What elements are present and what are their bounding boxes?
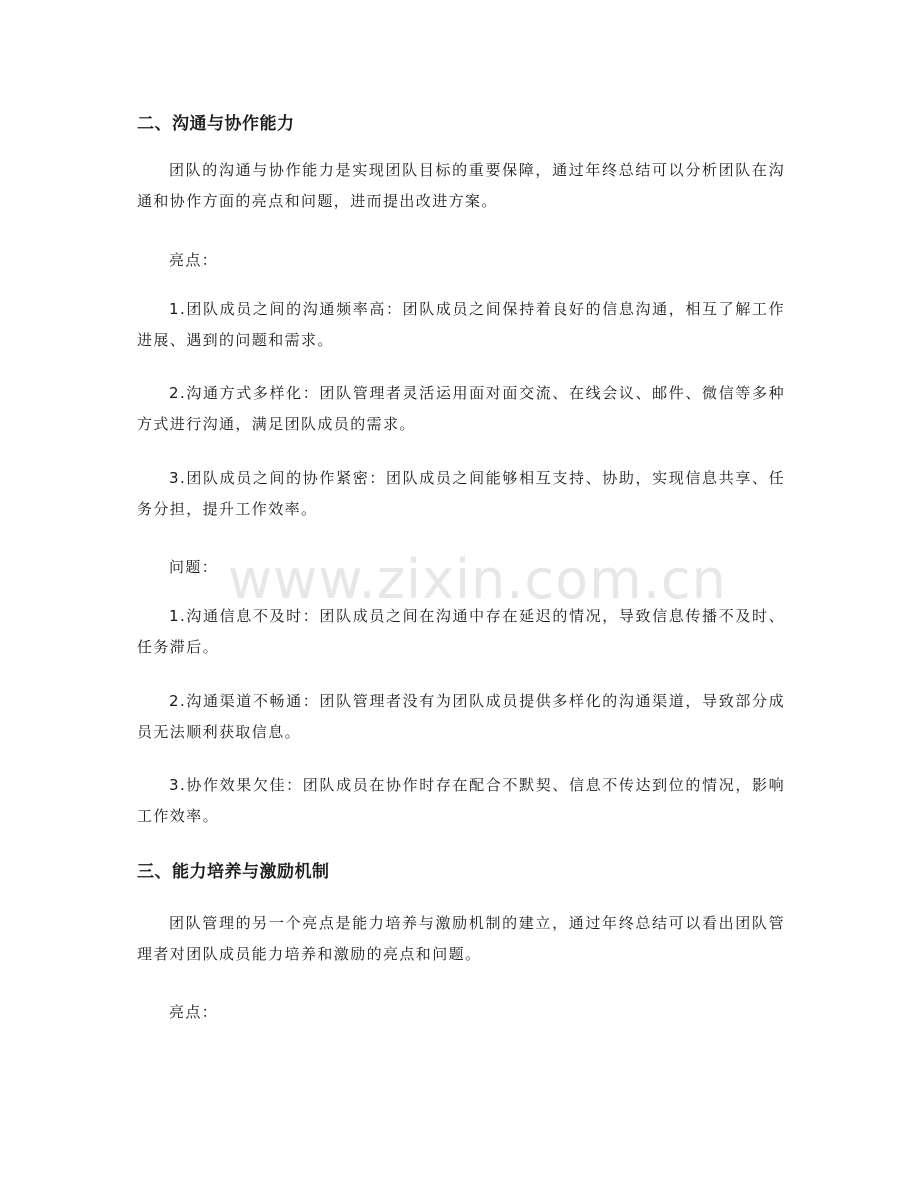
section-2-highlight-1: 1.团队成员之间的沟通频率高：团队成员之间保持着良好的信息沟通，相互了解工作进展、遇到的问题和需求。 bbox=[137, 300, 785, 349]
section-2-problem-3: 3.协作效果欠佳：团队成员在协作时存在配合不默契、信息不传达到位的情况，影响工作效率。 bbox=[137, 776, 785, 825]
section-3-heading: 三、能力培养与激励机制 bbox=[137, 862, 330, 882]
section-2-intro: 团队的沟通与协作能力是实现团队目标的重要保障，通过年终总结可以分析团队在沟通和协作方面的亮点和问题，进而提出改进方案。 bbox=[137, 161, 785, 210]
section-3-intro: 团队管理的另一个亮点是能力培养与激励机制的建立，通过年终总结可以看出团队管理者对团队成员能力培养和激励的亮点和问题。 bbox=[137, 914, 785, 963]
section-2-problems-label: 问题： bbox=[169, 558, 219, 576]
section-2-heading: 二、沟通与协作能力 bbox=[137, 114, 295, 134]
section-2-highlights-label: 亮点： bbox=[169, 251, 219, 269]
section-2-problem-2: 2.沟通渠道不畅通：团队管理者没有为团队成员提供多样化的沟通渠道，导致部分成员无法顺利获取信息。 bbox=[137, 692, 785, 741]
section-3-highlights-label: 亮点： bbox=[169, 1003, 219, 1021]
section-2-highlight-2: 2.沟通方式多样化：团队管理者灵活运用面对面交流、在线会议、邮件、微信等多种方式进行沟通，满足团队成员的需求。 bbox=[137, 384, 785, 433]
section-2-highlight-3: 3.团队成员之间的协作紧密：团队成员之间能够相互支持、协助，实现信息共享、任务分担，提升工作效率。 bbox=[137, 469, 785, 518]
section-2-problem-1: 1.沟通信息不及时：团队成员之间在沟通中存在延迟的情况，导致信息传播不及时、任务滞后。 bbox=[137, 607, 785, 656]
watermark: www.zixin.com.cn bbox=[228, 548, 727, 611]
